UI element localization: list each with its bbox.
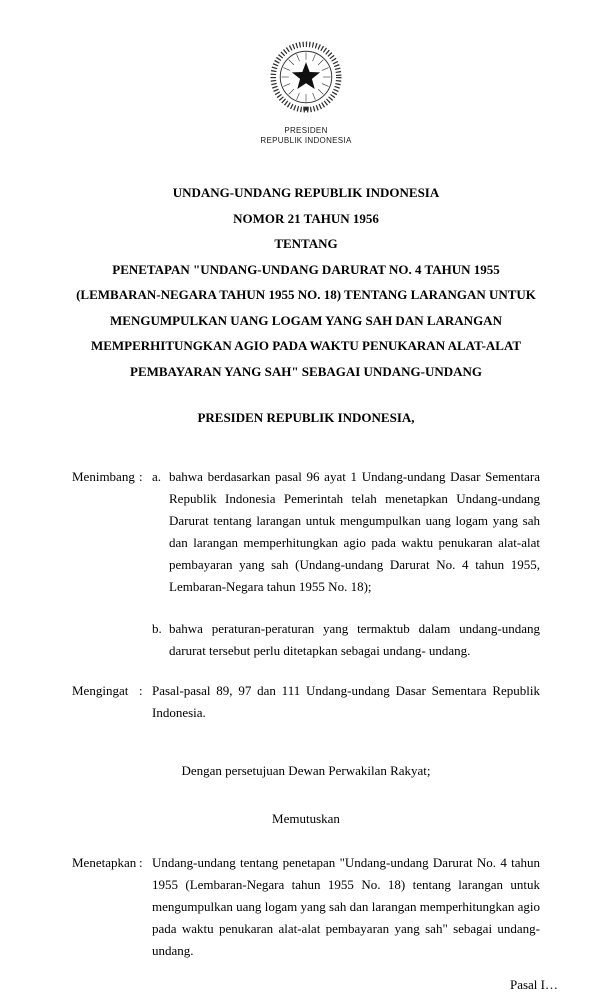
menimbang-item-a-marker: a. xyxy=(152,469,162,484)
title-block xyxy=(72,180,540,384)
mengingat-text: Pasal-pasal 89, 97 dan 111 Undang-undang Dasar Sementara Republik Indonesia. xyxy=(152,683,540,720)
letterhead-line-republik: REPUBLIK INDONESIA xyxy=(260,136,352,145)
menimbang-body xyxy=(152,466,540,662)
menimbang-item-b-text: bahwa peraturan-peraturan yang termaktub dalam undang-undang darurat tersebut perlu ditetapkan sebagai undang- undang. xyxy=(169,621,540,658)
mengingat-clause xyxy=(72,680,540,724)
title-line-5: (LEMBARAN-NEGARA TAHUN 1955 NO. 18) TENTANG LARANGAN UNTUK xyxy=(76,287,536,302)
menimbang-item-a-text: bahwa berdasarkan pasal 96 ayat 1 Undang-undang Dasar Sementara Republik Indonesia Pemerintah telah menetapkan Undang-undang Darurat tentang larangan untuk mengumpulkan uang logam yang sah dan larangan memperhitungkan agio pada waktu penukaran alat-alat pembayaran yang sah (Undang-undang Darurat No. 4 tahun 1955, Lembaran-Negara tahun 1955 No. 18); xyxy=(169,469,540,594)
menetapkan-colon: : xyxy=(139,855,143,870)
menimbang-item-b xyxy=(152,618,540,662)
title-line-4: PENETAPAN "UNDANG-UNDANG DARURAT NO. 4 TAHUN 1955 xyxy=(112,261,500,277)
mengingat-colon: : xyxy=(139,683,143,698)
salutation-line: PRESIDEN REPUBLIK INDONESIA, xyxy=(197,410,415,425)
title-line-6: MENGUMPULKAN UANG LOGAM YANG SAH DAN LARANGAN xyxy=(110,312,502,328)
menetapkan-label: Menetapkan xyxy=(72,855,137,870)
menimbang-clause xyxy=(72,466,540,662)
memutuskan-line: Memutuskan xyxy=(272,811,340,826)
menimbang-colon: : xyxy=(139,469,143,484)
menimbang-label: Menimbang xyxy=(72,469,135,484)
menimbang-item-b-marker: b. xyxy=(152,621,162,636)
letterhead-line-presiden: PRESIDEN xyxy=(284,126,328,135)
persetujuan-line: Dengan persetujuan Dewan Perwakilan Rakyat; xyxy=(181,763,431,778)
national-emblem-icon xyxy=(267,38,345,116)
title-line-1: UNDANG-UNDANG REPUBLIK INDONESIA xyxy=(172,185,440,200)
title-line-2: NOMOR 21 TAHUN 1956 xyxy=(233,210,379,226)
letterhead-caption xyxy=(72,126,540,146)
menetapkan-text: Undang-undang tentang penetapan "Undang-undang Darurat No. 4 tahun 1955 (Lembaran-Negara tahun 1955 No. 18) tentang larangan untuk mengumpulkan uang logam yang sah dan larangan memperhitungkan agio pada waktu penukaran alat-alat pembayaran yang sah" sebagai undang-undang. xyxy=(152,855,540,958)
letterhead xyxy=(72,38,540,146)
title-line-3: TENTANG xyxy=(274,236,338,251)
catchword-pasal-1: Pasal I… xyxy=(509,977,558,992)
mengingat-label: Mengingat xyxy=(72,683,129,698)
menimbang-item-a xyxy=(152,466,540,598)
title-line-7: MEMPERHITUNGKAN AGIO PADA WAKTU PENUKARAN ALAT-ALAT xyxy=(90,338,522,353)
menetapkan-clause xyxy=(72,852,540,962)
title-line-8: PEMBAYARAN YANG SAH" SEBAGAI UNDANG-UNDANG xyxy=(130,363,482,379)
